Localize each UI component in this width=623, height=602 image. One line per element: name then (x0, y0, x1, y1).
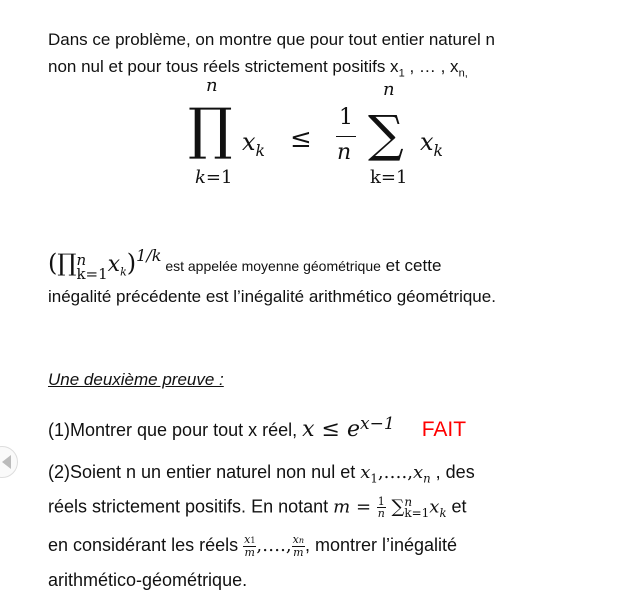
k: k (120, 265, 127, 279)
leq-symbol: ≤ (290, 124, 312, 154)
t: et (446, 496, 467, 517)
leq: ≤ (314, 417, 347, 442)
frac-den: n (337, 140, 352, 165)
t: , montrer l’inégalité (304, 534, 458, 555)
question-1 (48, 414, 466, 442)
x: x (292, 533, 299, 546)
status-fait: FAIT (421, 418, 467, 441)
den: m (293, 546, 304, 559)
prod-lower: k=1 (195, 167, 233, 188)
xk (420, 128, 443, 160)
close: ) (126, 249, 137, 277)
sum: ∑ (385, 496, 405, 518)
sub: 1 (250, 536, 256, 545)
sub: n (423, 471, 431, 486)
geo-line-2: inégalité précédente est l’inégalité arithmético géométrique. (48, 287, 496, 306)
t: , des (430, 462, 475, 482)
sum-upper: n (383, 79, 395, 100)
sub: k=1 (404, 505, 430, 520)
k: k (255, 141, 265, 160)
x: x (412, 462, 424, 483)
exponent: 1/k (136, 246, 162, 265)
x: x (429, 496, 440, 518)
k: k (439, 505, 447, 520)
section-title: Une deuxième preuve : (48, 370, 224, 389)
frac-num: 1 (339, 105, 353, 130)
q2-line-4: arithmético-géométrique. (48, 570, 248, 590)
exponent: x−1 (360, 414, 395, 434)
m: m (333, 496, 351, 518)
sub: n, (458, 67, 468, 80)
sum-lower: k=1 (370, 167, 408, 188)
main-inequality (0, 0, 623, 200)
sub: k=1 (76, 264, 108, 283)
chevron-left-icon (2, 455, 11, 469)
intro-line-1: Dans ce problème, on montre que pour tout entier naturel n (48, 30, 495, 49)
fraction (292, 534, 305, 558)
k: k (433, 141, 443, 160)
q2-line-2 (48, 496, 467, 520)
geo-tail: et cette (380, 256, 442, 275)
x: x (360, 462, 371, 483)
xk (242, 128, 265, 160)
x: x (107, 252, 121, 277)
sum-symbol: ∑ (368, 105, 404, 163)
q2-line-1 (48, 462, 475, 486)
sub: n (298, 536, 304, 545)
den: n (377, 507, 385, 520)
sub: 1 (370, 471, 378, 486)
x: x (302, 417, 315, 442)
geometric-mean-line (48, 246, 441, 281)
fraction (243, 534, 256, 558)
x: x (242, 128, 256, 156)
num: 1 (377, 495, 385, 508)
previous-page-button[interactable] (0, 446, 18, 478)
fraction (377, 496, 386, 519)
dots: , … , x (404, 57, 459, 76)
product-symbol: ∏ (188, 97, 233, 162)
eq: = (350, 496, 377, 518)
dots: ,…., (377, 462, 413, 483)
prod-upper: n (206, 75, 218, 96)
frac-bar (336, 136, 356, 137)
t: (2)Soient n un entier naturel non nul et (48, 462, 361, 482)
sup: n (404, 494, 413, 509)
x: x (420, 128, 434, 156)
den: m (244, 546, 255, 559)
t: en considérant les réels (48, 534, 244, 555)
k: k (195, 167, 206, 188)
q2-line-3 (48, 534, 457, 558)
q1-text: (1)Montrer que pour tout x réel, (48, 420, 298, 440)
sup: n (76, 250, 87, 269)
intro-text: non nul et pour tous réels strictement positifs x (48, 57, 399, 76)
x: x (244, 533, 251, 546)
e: e (346, 417, 361, 442)
geo-text: est appelée moyenne géométrique (161, 258, 381, 274)
dots: ,…., (256, 534, 292, 556)
sub: 1 (398, 67, 405, 80)
t: réels strictement positifs. En notant (48, 496, 334, 517)
prod-open: (∏ (48, 249, 77, 277)
